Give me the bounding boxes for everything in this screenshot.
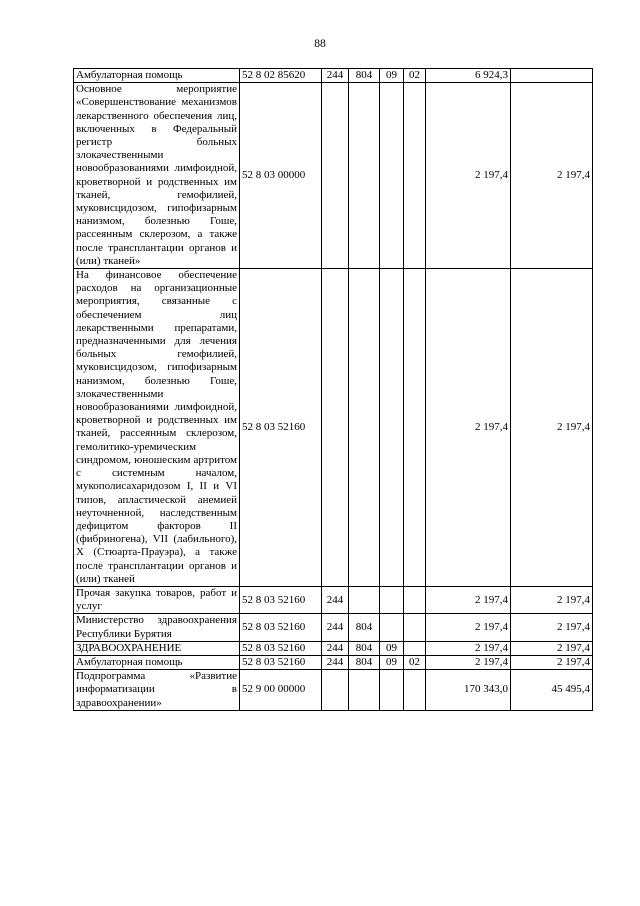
amount-year-2: 2 197,4 (511, 83, 593, 269)
section-code: 09 (380, 641, 404, 655)
amount-year-2 (511, 69, 593, 83)
ministry-code (349, 83, 380, 269)
row-name: Основное мероприятие «Совершенствование механизмов лекарственного обеспечения лиц, включенных в Федеральный регистр больных злокачественными новообразованиями лимфоидной, кроветворной и родственных им тканей, гемофилией, муковисцидозом, гипофизарным нанизмом, болезнью Гоше, рассеянным склерозом, а также после трансплантации органов и (или) тканей» (74, 83, 240, 269)
amount-year-2: 2 197,4 (511, 269, 593, 587)
expense-type-code: 244 (322, 641, 349, 655)
budget-table (73, 68, 593, 711)
ministry-code (349, 670, 380, 711)
table-row (74, 670, 593, 711)
target-article-code: 52 8 03 52160 (240, 269, 322, 587)
row-name: Подпрограмма «Развитие информатизации в здравоохранении» (74, 670, 240, 711)
page-number: 88 (314, 38, 326, 50)
row-name: Министерство здравоохранения Республики Бурятия (74, 614, 240, 641)
amount-year-1: 2 197,4 (426, 614, 511, 641)
expense-type-code (322, 670, 349, 711)
target-article-code: 52 8 02 85620 (240, 69, 322, 83)
expense-type-code: 244 (322, 614, 349, 641)
target-article-code: 52 8 03 00000 (240, 83, 322, 269)
target-article-code: 52 9 00 00000 (240, 670, 322, 711)
amount-year-1: 2 197,4 (426, 641, 511, 655)
ministry-code (349, 586, 380, 613)
table-row (74, 269, 593, 587)
amount-year-2: 45 495,4 (511, 670, 593, 711)
amount-year-2: 2 197,4 (511, 614, 593, 641)
section-code (380, 269, 404, 587)
table-body (74, 69, 593, 711)
target-article-code: 52 8 03 52160 (240, 586, 322, 613)
subsection-code (404, 269, 426, 587)
amount-year-1: 2 197,4 (426, 83, 511, 269)
row-name: Амбулаторная помощь (74, 69, 240, 83)
amount-year-2: 2 197,4 (511, 655, 593, 669)
target-article-code: 52 8 03 52160 (240, 641, 322, 655)
expense-type-code: 244 (322, 69, 349, 83)
section-code (380, 670, 404, 711)
table-row (74, 83, 593, 269)
section-code (380, 586, 404, 613)
table-row (74, 586, 593, 613)
section-code: 09 (380, 655, 404, 669)
section-code (380, 83, 404, 269)
ministry-code (349, 269, 380, 587)
subsection-code (404, 641, 426, 655)
amount-year-1: 2 197,4 (426, 269, 511, 587)
table-row (74, 614, 593, 641)
amount-year-2: 2 197,4 (511, 641, 593, 655)
subsection-code: 02 (404, 69, 426, 83)
expense-type-code: 244 (322, 655, 349, 669)
target-article-code: 52 8 03 52160 (240, 655, 322, 669)
row-name: На финансовое обеспечение расходов на организационные мероприятия, связанные с обеспечением лиц лекарственными препаратами, предназначенными для лечения больных гемофилией, муковисцидозом, гипофизарным нанизмом, болезнью Гоше, злокачественными новообразованиями лимфоидной, кроветворной и родственных им тканей, рассеянным склерозом, гемолитико-уремическим синдромом, юношеским артритом с системным началом, мукополисахаридозом I, II и VI типов, апластической анемией неуточненной, наследственным дефицитом факторов II (фибриногена), VII (лабильного), X (Стюарта-Прауэра), а также после трансплантации органов и (или) тканей (74, 269, 240, 587)
ministry-code: 804 (349, 641, 380, 655)
expense-type-code (322, 269, 349, 587)
row-name: ЗДРАВООХРАНЕНИЕ (74, 641, 240, 655)
amount-year-1: 170 343,0 (426, 670, 511, 711)
subsection-code: 02 (404, 655, 426, 669)
expense-type-code: 244 (322, 586, 349, 613)
subsection-code (404, 670, 426, 711)
amount-year-1: 2 197,4 (426, 655, 511, 669)
subsection-code (404, 83, 426, 269)
ministry-code: 804 (349, 69, 380, 83)
table-row (74, 69, 593, 83)
subsection-code (404, 614, 426, 641)
row-name: Амбулаторная помощь (74, 655, 240, 669)
expense-type-code (322, 83, 349, 269)
amount-year-2: 2 197,4 (511, 586, 593, 613)
amount-year-1: 6 924,3 (426, 69, 511, 83)
target-article-code: 52 8 03 52160 (240, 614, 322, 641)
subsection-code (404, 586, 426, 613)
ministry-code: 804 (349, 655, 380, 669)
table-row (74, 641, 593, 655)
section-code (380, 614, 404, 641)
section-code: 09 (380, 69, 404, 83)
table-row (74, 655, 593, 669)
amount-year-1: 2 197,4 (426, 586, 511, 613)
row-name: Прочая закупка товаров, работ и услуг (74, 586, 240, 613)
ministry-code: 804 (349, 614, 380, 641)
